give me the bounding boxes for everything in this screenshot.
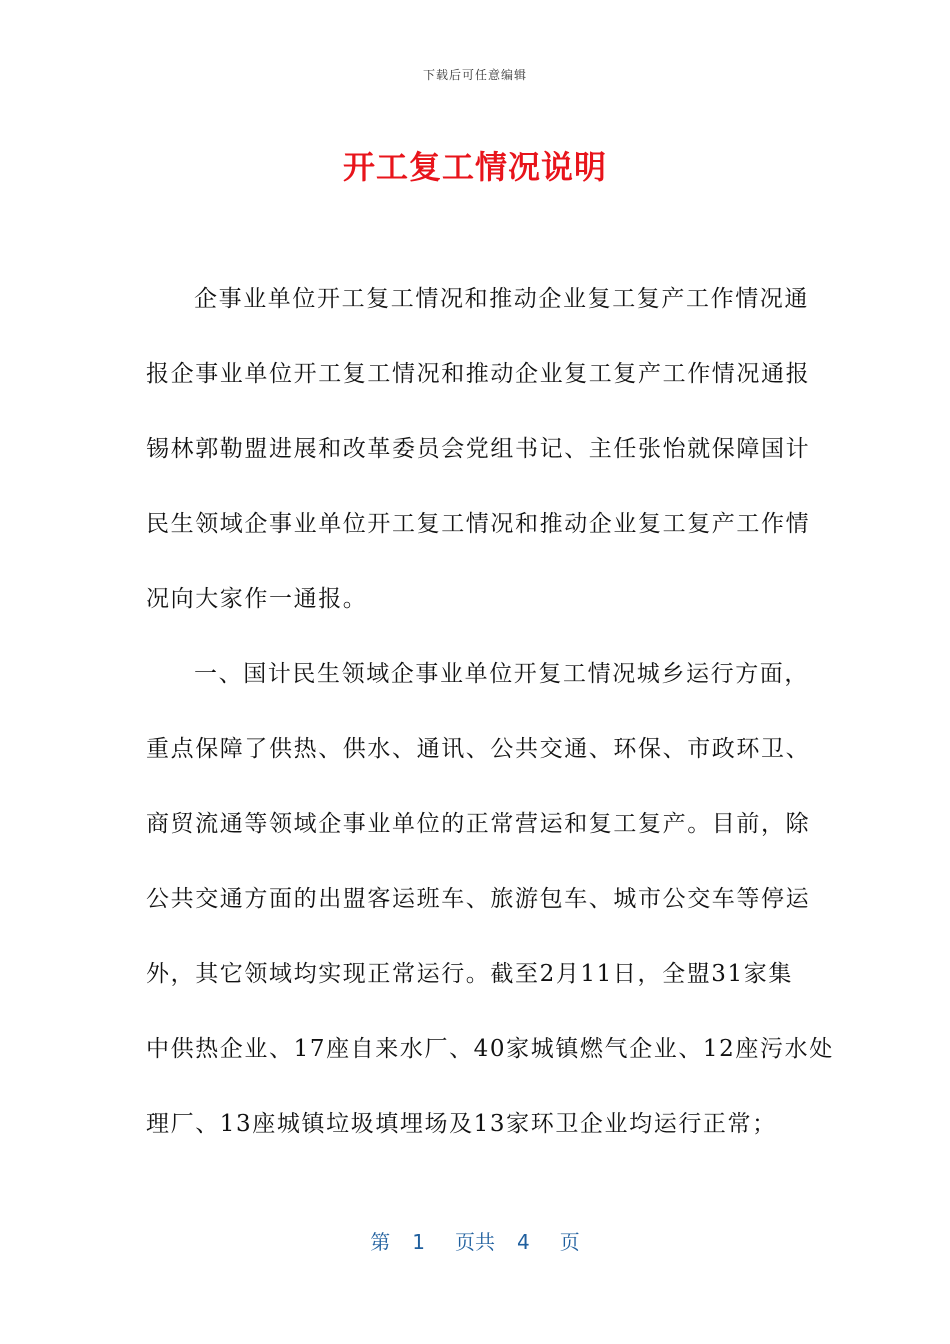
body-line: 一、国计民生领域企事业单位开复工情况城乡运行方面， [194, 661, 809, 687]
footer-total-pages: 4 [517, 1230, 530, 1254]
footer-prefix: 第 [370, 1230, 391, 1254]
footer-suffix: 页 [559, 1230, 580, 1254]
body-line: 报企事业单位开工复工情况和推动企业复工复产工作情况通报 [146, 361, 811, 387]
footer-page-number: 1 [412, 1230, 425, 1254]
header-note: 下载后可任意编辑 [422, 68, 527, 82]
body-line: 锡林郭勒盟进展和改革委员会党组书记、主任张怡就保障国计 [146, 436, 811, 462]
body-line: 商贸流通等领域企事业单位的正常营运和复工复产。目前，除 [146, 811, 811, 837]
body-line: 公共交通方面的出盟客运班车、旅游包车、城市公交车等停运 [146, 886, 811, 912]
body-line: 理厂、13座城镇垃圾填埋场及13家环卫企业均运行正常； [146, 1111, 777, 1137]
document-title: 开工复工情况说明 [342, 148, 607, 186]
page-footer [0, 1226, 950, 1255]
footer-middle: 页共 [455, 1230, 495, 1254]
body-line: 况向大家作一通报。 [146, 586, 368, 612]
body-line: 外，其它领域均实现正常运行。截至2月11日，全盟31家集 [146, 961, 793, 987]
body-line: 重点保障了供热、供水、通讯、公共交通、环保、市政环卫、 [146, 736, 811, 762]
body-line: 民生领域企事业单位开工复工情况和推动企业复工复产工作情 [146, 511, 811, 537]
body-line: 企事业单位开工复工情况和推动企业复工复产工作情况通 [194, 286, 809, 312]
body-line: 中供热企业、17座自来水厂、40家城镇燃气企业、12座污水处 [146, 1036, 834, 1062]
